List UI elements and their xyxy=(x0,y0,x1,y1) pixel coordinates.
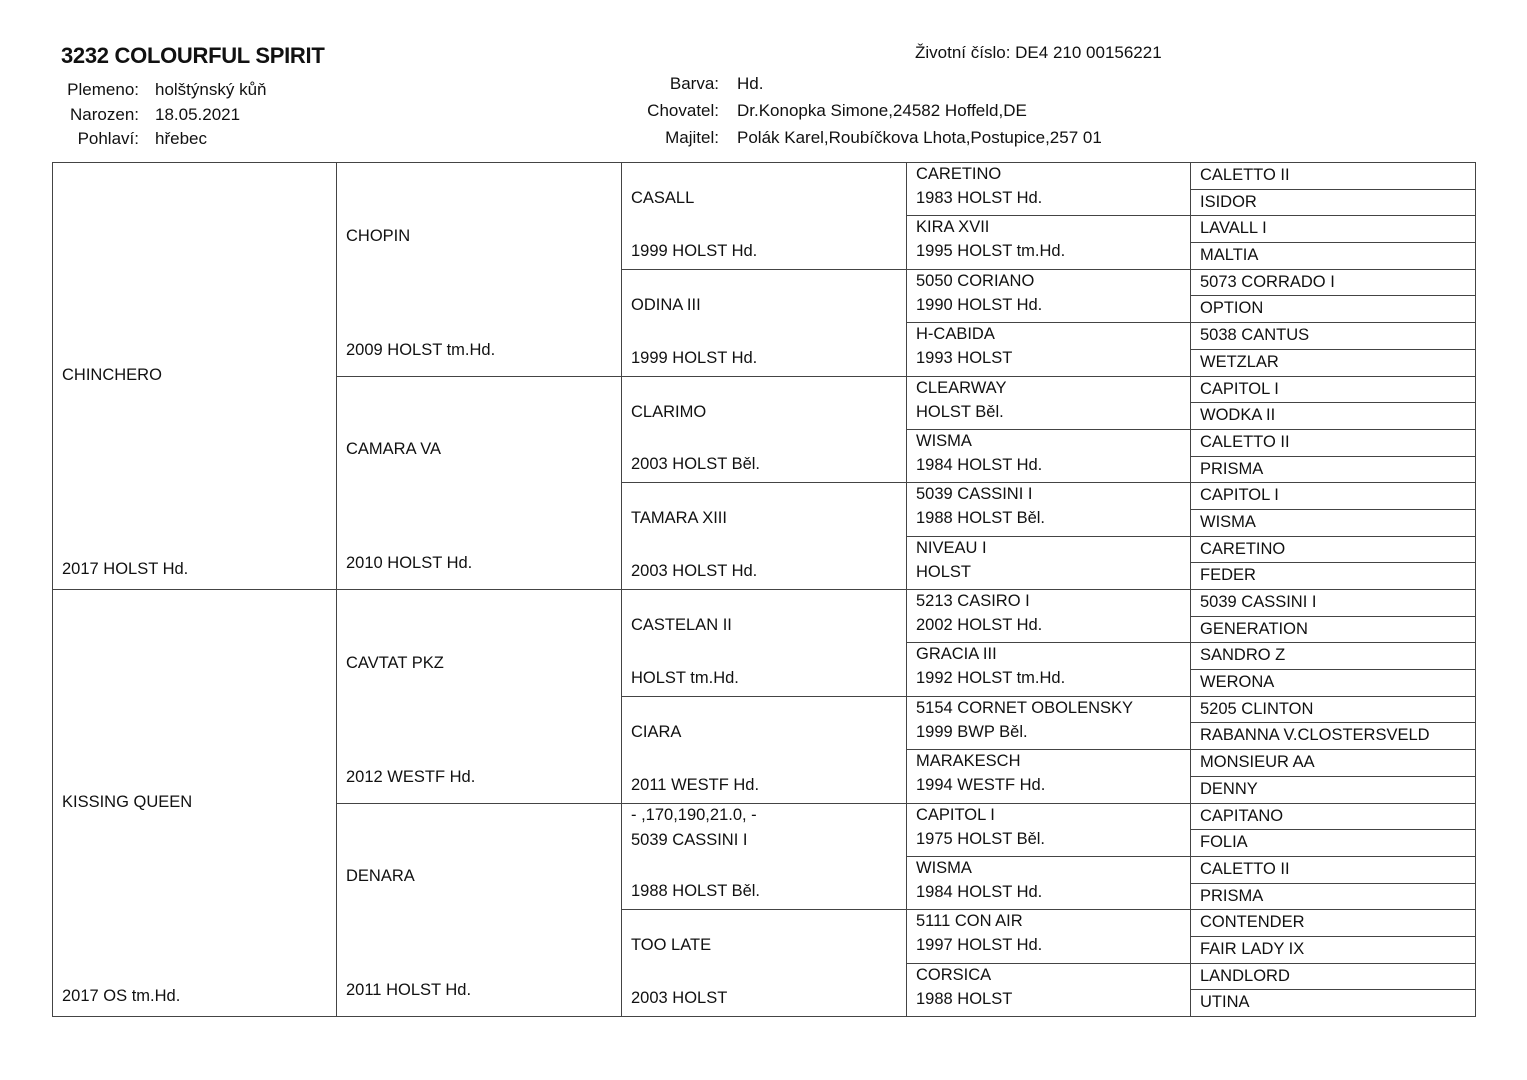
ancestor-name: TOO LATE xyxy=(631,936,712,955)
sire-dam-cell xyxy=(52,162,337,590)
ancestor-info: 2003 HOLST Běl. xyxy=(631,455,761,474)
ancestor-name: CARETINO xyxy=(1200,539,1286,558)
ancestor-info: 1994 WESTF Hd. xyxy=(916,776,1046,795)
ancestor-info: 1990 HOLST Hd. xyxy=(916,295,1043,314)
ancestor-name: CIARA xyxy=(631,722,682,741)
gen5-ancestor-cell xyxy=(1190,402,1476,430)
gen5-ancestor-cell xyxy=(1190,776,1476,804)
ancestor-name: WETZLAR xyxy=(1200,352,1279,371)
ancestor-name: FEDER xyxy=(1200,566,1256,585)
ancestor-info: 2009 HOLST tm.Hd. xyxy=(346,340,496,359)
sire-dam-cell xyxy=(52,589,337,1017)
gen4-ancestor-cell xyxy=(906,909,1191,963)
gen5-ancestor-cell xyxy=(1190,349,1476,377)
gen5-ancestor-cell xyxy=(1190,989,1476,1017)
ancestor-name: 5111 CON AIR xyxy=(916,912,1023,931)
ancestor-name: ODINA III xyxy=(631,295,701,314)
great-grandparent-cell xyxy=(621,696,907,804)
gen5-ancestor-cell xyxy=(1190,696,1476,724)
ancestor-name: DENARA xyxy=(346,867,415,886)
gen5-ancestor-cell xyxy=(1190,215,1476,243)
sex-value: hřebec xyxy=(155,129,207,148)
ancestor-info: 1988 HOLST Běl. xyxy=(631,882,761,901)
ancestor-measurements: - ,170,190,21.0, - xyxy=(631,805,757,824)
ancestor-info: 2017 OS tm.Hd. xyxy=(62,987,181,1005)
ancestor-name: CAMARA VA xyxy=(346,440,442,459)
breeder-label: Chovatel: xyxy=(647,101,719,120)
ancestor-info: HOLST tm.Hd. xyxy=(631,668,739,687)
gen4-ancestor-cell xyxy=(906,696,1191,750)
gen5-ancestor-cell xyxy=(1190,295,1476,323)
ancestor-name: H-CABIDA xyxy=(916,325,995,344)
gen5-ancestor-cell xyxy=(1190,909,1476,937)
ancestor-name: CHINCHERO xyxy=(62,365,162,384)
ancestor-info: 2017 HOLST Hd. xyxy=(62,560,189,578)
ancestor-info: 1992 HOLST tm.Hd. xyxy=(916,669,1066,688)
grandparent-cell xyxy=(336,376,622,591)
gen5-ancestor-cell xyxy=(1190,562,1476,590)
great-grandparent-cell xyxy=(621,162,907,270)
ancestor-name: CAPITANO xyxy=(1200,806,1284,825)
ancestor-name: PRISMA xyxy=(1200,459,1264,478)
gen4-ancestor-cell xyxy=(906,269,1191,323)
gen5-ancestor-cell xyxy=(1190,963,1476,991)
sex-label: Pohlaví: xyxy=(77,129,139,148)
gen5-ancestor-cell xyxy=(1190,669,1476,697)
ancestor-name: 5039 CASSINI I xyxy=(916,485,1033,504)
gen5-ancestor-cell xyxy=(1190,509,1476,537)
gen5-ancestor-cell xyxy=(1190,642,1476,670)
gen4-ancestor-cell xyxy=(906,482,1191,536)
ancestor-info: 2012 WESTF Hd. xyxy=(346,767,476,786)
ancestor-name: ISIDOR xyxy=(1200,192,1257,211)
ancestor-name: 5050 CORIANO xyxy=(916,271,1035,290)
gen5-ancestor-cell xyxy=(1190,616,1476,644)
ancestor-info: 1975 HOLST Běl. xyxy=(916,829,1046,848)
great-grandparent-cell xyxy=(621,803,907,911)
ancestor-name: 5205 CLINTON xyxy=(1200,699,1314,718)
ancestor-name: MALTIA xyxy=(1200,246,1259,265)
ancestor-name: CAPITOL I xyxy=(1200,486,1279,505)
gen4-ancestor-cell xyxy=(906,429,1191,483)
color-label: Barva: xyxy=(669,74,719,93)
ancestor-name: GRACIA III xyxy=(916,645,997,664)
ancestor-name: RABANNA V.CLOSTERSVELD xyxy=(1200,726,1430,745)
gen5-ancestor-cell xyxy=(1190,456,1476,484)
gen4-ancestor-cell xyxy=(906,162,1191,216)
horse-title: 3232 COLOURFUL SPIRIT xyxy=(61,43,325,68)
grandparent-cell xyxy=(336,162,622,377)
ancestor-info: 2003 HOLST Hd. xyxy=(631,562,758,580)
ancestor-info: 2002 HOLST Hd. xyxy=(916,616,1043,634)
ancestor-name: FOLIA xyxy=(1200,833,1248,852)
gen5-ancestor-cell xyxy=(1190,482,1476,510)
breed-value: holštýnský kůň xyxy=(155,80,267,99)
born-label: Narozen: xyxy=(70,105,139,124)
ancestor-name: WISMA xyxy=(916,431,972,450)
life-number-value: DE4 210 00156221 xyxy=(1015,43,1162,62)
ancestor-name: CASALL xyxy=(631,189,695,207)
ancestor-name: CAPITOL I xyxy=(1200,379,1279,398)
ancestor-info: 1995 HOLST tm.Hd. xyxy=(916,242,1066,261)
ancestor-name: CHOPIN xyxy=(346,226,411,245)
ancestor-name: 5154 CORNET OBOLENSKY xyxy=(916,698,1134,717)
gen5-ancestor-cell xyxy=(1190,936,1476,964)
gen5-ancestor-cell xyxy=(1190,269,1476,297)
gen4-ancestor-cell xyxy=(906,642,1191,696)
ancestor-name: CALETTO II xyxy=(1200,166,1290,184)
ancestor-name: OPTION xyxy=(1200,299,1264,318)
ancestor-name: PRISMA xyxy=(1200,886,1264,905)
gen5-ancestor-cell xyxy=(1190,829,1476,857)
ancestor-name: 5039 CASSINI I xyxy=(631,830,748,849)
ancestor-name: 5039 CASSINI I xyxy=(1200,593,1317,611)
ancestor-name: CAVTAT PKZ xyxy=(346,653,444,672)
gen4-ancestor-cell xyxy=(906,749,1191,803)
gen5-ancestor-cell xyxy=(1190,376,1476,404)
ancestor-info: 1988 HOLST xyxy=(916,989,1013,1008)
ancestor-name: LAVALL I xyxy=(1200,219,1267,238)
gen4-ancestor-cell xyxy=(906,963,1191,1017)
ancestor-name: CALETTO II xyxy=(1200,859,1290,878)
born-value: 18.05.2021 xyxy=(155,105,241,124)
ancestor-name: NIVEAU I xyxy=(916,538,987,557)
ancestor-name: MARAKESCH xyxy=(916,752,1021,771)
ancestor-name: DENNY xyxy=(1200,779,1258,798)
ancestor-name: CALETTO II xyxy=(1200,432,1290,451)
ancestor-name: GENERATION xyxy=(1200,619,1308,638)
ancestor-info: 1983 HOLST Hd. xyxy=(916,189,1043,207)
ancestor-name: WISMA xyxy=(1200,512,1256,531)
ancestor-info: 1984 HOLST Hd. xyxy=(916,882,1043,901)
owner-value: Polák Karel,Roubíčkova Lhota,Postupice,257 01 xyxy=(737,128,1102,147)
ancestor-info: 2011 HOLST Hd. xyxy=(346,981,472,999)
ancestor-name: SANDRO Z xyxy=(1200,646,1286,665)
gen4-ancestor-cell xyxy=(906,589,1191,643)
gen4-ancestor-cell xyxy=(906,215,1191,269)
ancestor-info: 2010 HOLST Hd. xyxy=(346,554,473,572)
ancestor-name: WODKA II xyxy=(1200,406,1276,425)
ancestor-name: 5213 CASIRO I xyxy=(916,592,1030,610)
ancestor-name: WISMA xyxy=(916,858,972,877)
ancestor-name: CARETINO xyxy=(916,165,1002,183)
gen5-ancestor-cell xyxy=(1190,162,1476,190)
ancestor-name: UTINA xyxy=(1200,993,1250,1012)
ancestor-info: 1988 HOLST Běl. xyxy=(916,509,1046,528)
ancestor-name: CLEARWAY xyxy=(916,378,1007,397)
ancestor-name: KIRA XVII xyxy=(916,218,990,237)
ancestor-name: CASTELAN II xyxy=(631,616,732,634)
life-number xyxy=(915,43,1162,63)
ancestor-name: 5038 CANTUS xyxy=(1200,326,1310,345)
great-grandparent-cell xyxy=(621,589,907,697)
ancestor-name: CONTENDER xyxy=(1200,913,1305,932)
grandparent-cell xyxy=(336,589,622,804)
color-value: Hd. xyxy=(737,74,764,93)
gen5-ancestor-cell xyxy=(1190,722,1476,750)
ancestor-info: HOLST xyxy=(916,562,972,581)
gen4-ancestor-cell xyxy=(906,322,1191,376)
gen5-ancestor-cell xyxy=(1190,242,1476,270)
ancestor-name: MONSIEUR AA xyxy=(1200,753,1315,772)
gen5-ancestor-cell xyxy=(1190,322,1476,350)
breed-label: Plemeno: xyxy=(67,80,139,99)
gen5-ancestor-cell xyxy=(1190,749,1476,777)
ancestor-name: CLARIMO xyxy=(631,402,707,421)
gen4-ancestor-cell xyxy=(906,803,1191,857)
gen4-ancestor-cell xyxy=(906,376,1191,430)
ancestor-info: 1993 HOLST xyxy=(916,349,1013,368)
ancestor-info: 1997 HOLST Hd. xyxy=(916,936,1043,955)
gen5-ancestor-cell xyxy=(1190,803,1476,831)
ancestor-name: TAMARA XIII xyxy=(631,509,727,528)
ancestor-info: 1999 HOLST Hd. xyxy=(631,241,758,260)
ancestor-name: WERONA xyxy=(1200,673,1275,692)
ancestor-info: 2011 WESTF Hd. xyxy=(631,775,760,794)
ancestor-info: 1999 BWP Běl. xyxy=(916,722,1028,741)
gen4-ancestor-cell xyxy=(906,856,1191,910)
ancestor-name: 5073 CORRADO I xyxy=(1200,272,1335,291)
ancestor-name: FAIR LADY IX xyxy=(1200,939,1305,958)
gen4-ancestor-cell xyxy=(906,536,1191,590)
ancestor-info: 2003 HOLST xyxy=(631,989,728,1007)
grandparent-cell xyxy=(336,803,622,1018)
ancestor-name: LANDLORD xyxy=(1200,966,1290,985)
ancestor-info: 1984 HOLST Hd. xyxy=(916,455,1043,474)
gen5-ancestor-cell xyxy=(1190,883,1476,911)
great-grandparent-cell xyxy=(621,482,907,590)
gen5-ancestor-cell xyxy=(1190,589,1476,617)
owner-label: Majitel: xyxy=(665,128,719,147)
life-number-label: Životní číslo: xyxy=(915,43,1011,62)
ancestor-name: KISSING QUEEN xyxy=(62,792,193,811)
gen5-ancestor-cell xyxy=(1190,429,1476,457)
ancestor-name: CORSICA xyxy=(916,965,992,984)
gen5-ancestor-cell xyxy=(1190,189,1476,217)
ancestor-name: CAPITOL I xyxy=(916,805,995,824)
gen5-ancestor-cell xyxy=(1190,856,1476,884)
gen5-ancestor-cell xyxy=(1190,536,1476,564)
ancestor-info: 1999 HOLST Hd. xyxy=(631,348,758,367)
breeder-value: Dr.Konopka Simone,24582 Hoffeld,DE xyxy=(737,101,1027,120)
great-grandparent-cell xyxy=(621,376,907,484)
ancestor-info: HOLST Běl. xyxy=(916,402,1004,421)
great-grandparent-cell xyxy=(621,909,907,1017)
great-grandparent-cell xyxy=(621,269,907,377)
